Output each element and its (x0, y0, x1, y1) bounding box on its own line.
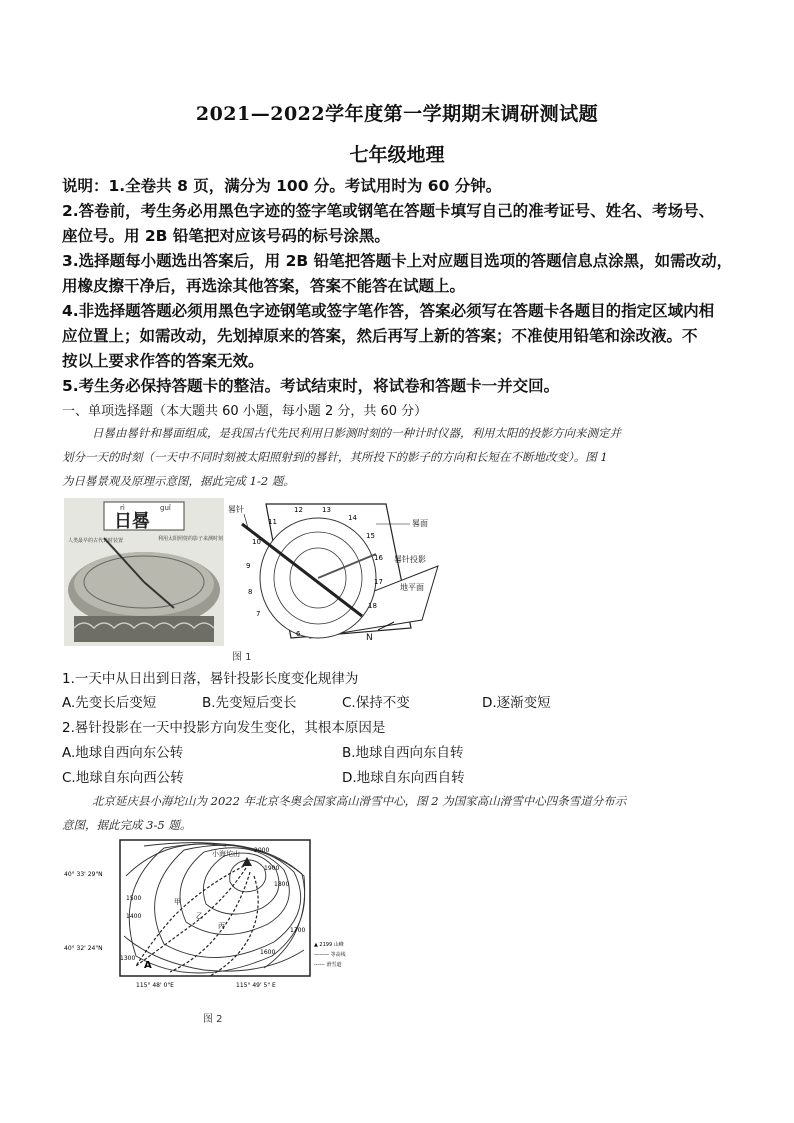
intro-paragraph-line: 划分一天的时刻（一天中不同时刻被太阳照射到的晷针，其所投下的影子的方向和长短在不断地改变）。图 1 (62, 450, 608, 464)
instruction-line: 应位置上；如需改动，先划掉原来的答案，然后再写上新的答案；不准使用铅笔和涂改液。不 (62, 327, 698, 345)
legend-peak: ▲ 2199 山峰 (314, 942, 344, 948)
slope-label: 乙 (196, 912, 203, 920)
intro-paragraph-line: 日晷由晷针和晷面组成，是我国古代先民利用日影测时刻的一种计时仪器，利用太阳的投影方向来测定并 (92, 426, 621, 440)
instruction-line: 用橡皮擦干净后，再选涂其他答案，答案不能答在试题上。 (62, 277, 466, 295)
dial-number: 9 (246, 562, 251, 570)
point-a-label: A (144, 960, 152, 971)
dial-number: 13 (322, 506, 331, 514)
instruction-line: 3.选择题每小题选出答案后，用 2B 铅笔把答题卡上对应题目选项的答题信息点涂黑，如需改动， (62, 252, 733, 270)
contour-label: 1500 (126, 895, 142, 902)
dial-number: 12 (294, 506, 303, 514)
q2-option-b[interactable]: B.地球自西向东自转 (342, 745, 464, 761)
label-face: 晷面 (412, 519, 428, 528)
dial-number: 18 (368, 602, 377, 610)
q1-option-c[interactable]: C.保持不变 (342, 695, 410, 711)
latitude-bottom: 40° 32' 24"N (64, 945, 103, 952)
q2-option-c[interactable]: C.地球自东向西公转 (62, 770, 184, 786)
contour-label: 1900 (264, 865, 280, 872)
q1-option-d[interactable]: D.逐渐变短 (482, 695, 551, 711)
dial-number: 10 (252, 538, 261, 546)
label-shadow: 晷针投影 (394, 555, 426, 564)
plaque-title: 日晷 (114, 511, 150, 532)
instruction-line: 2.答卷前，考生务必用黑色字迹的签字笔或钢笔在答题卡填写自己的准考证号、姓名、考场号、 (62, 202, 715, 220)
dial-number: 17 (374, 578, 383, 586)
question-2-stem: 2.晷针投影在一天中投影方向发生变化，其根本原因是 (62, 720, 386, 736)
q2-option-a[interactable]: A.地球自西向东公转 (62, 745, 184, 761)
label-ground: 地平面 (400, 583, 424, 592)
ski-slope-contour-map (64, 836, 374, 1008)
dial-number: 16 (374, 554, 383, 562)
slope-label: 丙 (218, 922, 225, 930)
dial-number: 8 (248, 588, 253, 596)
intro-paragraph-line: 为日晷景观及原理示意图，据此完成 1-2 题。 (62, 474, 295, 488)
contour-label: 1600 (260, 949, 276, 956)
instruction-line: 按以上要求作答的答案无效。 (62, 352, 264, 370)
label-needle: 晷针 (228, 505, 244, 514)
latitude-top: 40° 33' 29"N (64, 871, 103, 878)
contour-label: 2000 (254, 847, 270, 854)
plaque-note-left: 人类最早的古代计时装置 (68, 538, 124, 544)
dial-number: 14 (348, 514, 357, 522)
dial-number: 15 (366, 532, 375, 540)
q2-option-d[interactable]: D.地球自东向西自转 (342, 770, 465, 786)
longitude-left: 115° 48' 0"E (136, 982, 174, 989)
contour-label: 1300 (120, 955, 136, 962)
contour-label: 1800 (274, 881, 290, 888)
legend-contour: ——— 等高线 (314, 952, 346, 958)
instruction-line: 5.考生务必保持答题卡的整洁。考试结束时，将试卷和答题卡一并交回。 (62, 377, 560, 395)
section-heading: 一、单项选择题（本大题共 60 小题，每小题 2 分，共 60 分） (62, 404, 428, 419)
q1-option-a[interactable]: A.先变长后变短 (62, 695, 157, 711)
sundial-principle-diagram (226, 498, 446, 648)
peak-label: 小海坨山 (212, 850, 240, 858)
plaque-pinyin-gui: guǐ (160, 504, 171, 512)
instruction-line: 说明：1.全卷共 8 页，满分为 100 分。考试用时为 60 分钟。 (62, 177, 502, 195)
figure-1-caption: 图 1 (232, 652, 252, 663)
legend-slope: ------ 滑雪道 (314, 962, 342, 968)
slope-label: 甲 (174, 898, 181, 906)
contour-label: 1400 (126, 913, 142, 920)
dial-number: 11 (268, 518, 277, 526)
intro-paragraph-line: 北京延庆县小海坨山为 2022 年北京冬奥会国家高山滑雪中心，图 2 为国家高山滑雪中心四条雪道分布示 (92, 794, 627, 808)
plaque-pinyin-ri: rì (120, 504, 125, 512)
instruction-line: 4.非选择题答题必须用黑色字迹钢笔或签字笔作答，答案必须写在答题卡各题目的指定区域内相 (62, 302, 715, 320)
label-north: N (366, 633, 373, 643)
sundial-photo (64, 498, 224, 646)
dial-number: 6 (296, 630, 301, 638)
figure-2-caption: 图 2 (203, 1014, 223, 1025)
question-1-stem: 1.一天中从日出到日落，晷针投影长度变化规律为 (62, 671, 359, 687)
q1-option-b[interactable]: B.先变短后变长 (202, 695, 297, 711)
longitude-right: 115° 49' 5" E (236, 982, 276, 989)
exam-title: 2021—2022学年度第一学期期末调研测试题 (195, 103, 599, 125)
intro-paragraph-line: 意图，据此完成 3-5 题。 (62, 818, 192, 832)
dial-number: 7 (256, 610, 261, 618)
exam-subtitle: 七年级地理 (349, 144, 445, 166)
instruction-line: 座位号。用 2B 铅笔把对应该号码的标号涂黑。 (62, 227, 390, 245)
contour-label: 1700 (290, 927, 306, 934)
plaque-note-right: 利用太阳照射的影子来测时刻 (158, 536, 224, 542)
